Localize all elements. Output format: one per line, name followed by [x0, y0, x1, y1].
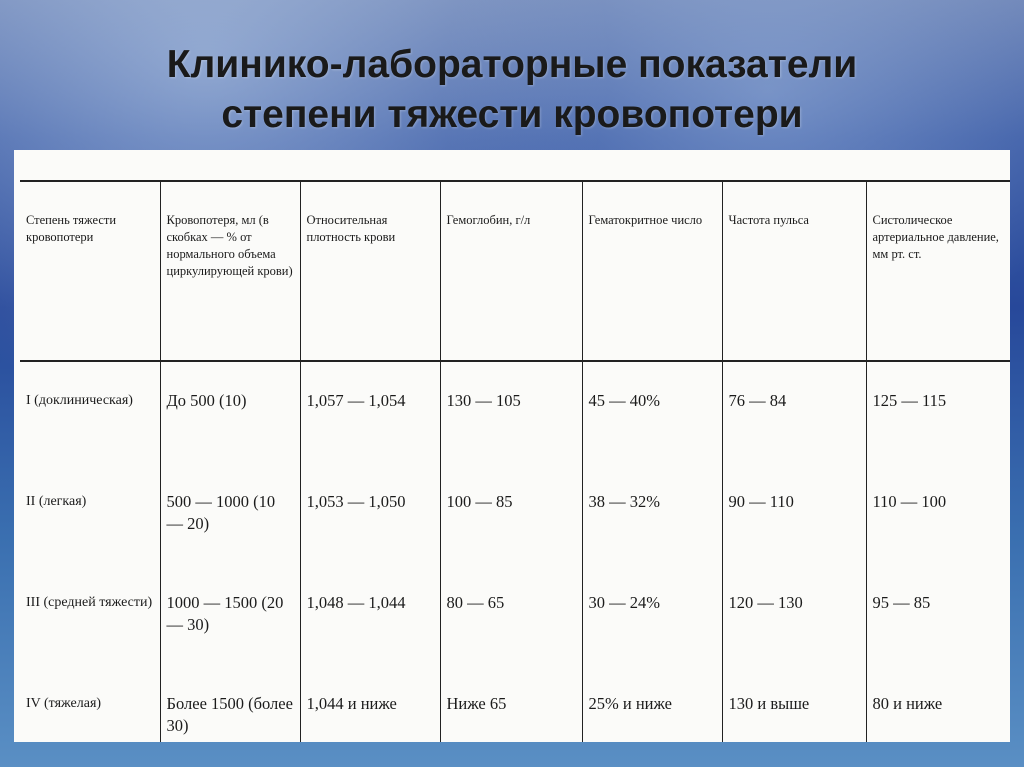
cell-density: 1,048 — 1,044 — [300, 564, 440, 665]
header-hematocrit: Гематокритное число — [582, 181, 722, 361]
cell-severity: I (доклиническая) — [26, 393, 133, 408]
cell-systolic-pressure: 110 — 100 — [866, 463, 1010, 564]
blood-loss-severity-table — [20, 180, 1010, 742]
cell-severity: II (легкая) — [26, 494, 87, 509]
cell-hematocrit: 30 — 24% — [582, 564, 722, 665]
header-density: Относительная плотность крови — [300, 181, 440, 361]
cell-severity: IV (тяжелая) — [20, 665, 160, 742]
header-hemoglobin: Гемоглобин, г/л — [440, 181, 582, 361]
cell-hemoglobin: 130 — 105 — [440, 361, 582, 463]
cell-blood-loss: 1000 — 1500 (20 — 30) — [160, 564, 300, 665]
header-blood-loss: Кровопотеря, мл (в скобках — % от нормального объема циркулирующей крови) — [160, 181, 300, 361]
table-row — [20, 463, 1010, 564]
header-pulse: Частота пульса — [722, 181, 866, 361]
cell-hematocrit: 25% и ниже — [582, 665, 722, 742]
cell-density: 1,057 — 1,054 — [300, 361, 440, 463]
table-row — [20, 564, 1010, 665]
title-line-1: Клинико-лабораторные показатели — [166, 43, 858, 86]
cell-pulse: 130 и выше — [722, 665, 866, 742]
cell-systolic-pressure: 80 и ниже — [866, 665, 1010, 742]
cell-density: 1,044 и ниже — [300, 665, 440, 742]
cell-systolic-pressure: 125 — 115 — [866, 361, 1010, 463]
table-row — [20, 361, 1010, 463]
header-systolic-pressure: Систолическое артериальное давление, мм рт. ст. — [866, 181, 1010, 361]
cell-pulse: 90 — 110 — [722, 463, 866, 564]
table-header-row — [20, 181, 1010, 361]
cell-hemoglobin: Ниже 65 — [440, 665, 582, 742]
cell-pulse: 76 — 84 — [722, 361, 866, 463]
cell-severity: III (средней тяжести) — [26, 595, 153, 610]
cell-blood-loss: Более 1500 (более 30) — [160, 665, 300, 742]
slide-title — [0, 40, 1024, 140]
cell-blood-loss: 500 — 1000 (10 — 20) — [160, 463, 300, 564]
cell-hemoglobin: 100 — 85 — [440, 463, 582, 564]
cell-pulse: 120 — 130 — [722, 564, 866, 665]
table-row — [20, 665, 1010, 742]
cell-hemoglobin: 80 — 65 — [440, 564, 582, 665]
cell-density: 1,053 — 1,050 — [300, 463, 440, 564]
scanned-table-document — [14, 150, 1010, 742]
cell-hematocrit: 38 — 32% — [582, 463, 722, 564]
cell-blood-loss: До 500 (10) — [160, 361, 300, 463]
cell-hematocrit: 45 — 40% — [582, 361, 722, 463]
title-line-2: степени тяжести кровопотери — [221, 93, 803, 136]
cell-systolic-pressure: 95 — 85 — [866, 564, 1010, 665]
header-severity: Степень тяжести кровопотери — [20, 181, 160, 361]
